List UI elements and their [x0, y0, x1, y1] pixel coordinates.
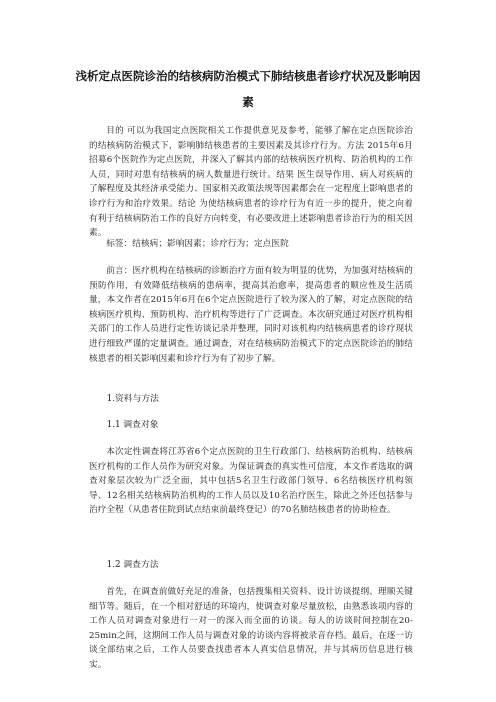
section-1-1-heading: 1.1 调查对象 [106, 420, 159, 430]
section-1-2-paragraph: 首先，在调查前做好充足的准备，包括搜集相关资料、设计访谈提纲、理顺关键细节等。随后，在一个相对舒适的环境内，使调查对象尽量放松，由熟悉该项内容的工作人员对调查对象进行一对一的深入而全面的访谈。每人的访谈时间控制在20-25min之间，这期间工作人员与调查对象的访谈内容将被录音存档。最后，在逐一访谈全部结束之后，工作人员要查找患者本人真实信息情况，并与其病历信息进行核实。 [89, 587, 413, 670]
keywords-line: 标签：结核病；影响因素；诊疗行为；定点医院 [106, 239, 289, 249]
section-1-heading: 1.资料与方法 [106, 394, 159, 404]
section-1-1-paragraph: 本次定性调查将江苏省6个定点医院的卫生行政部门、结核病防治机构、结核病医疗机构的工作人员作为研究对象。为保证调查的真实性可信度，本文作者选取的调查对象层次较为广泛全面，其中包括5名卫生行政部门领导、6名结核医疗机构领导、12名相关结核病防治机构的工作人员以及10名治疗医生，除此之外还包括参与治疗全程（从患者住院到试点结束前最终登记）的70名肺结核患者的协助检查。 [89, 447, 413, 516]
abstract-paragraph: 目的 可以为我国定点医院相关工作提供意见及参考，能够了解在定点医院诊治的结核病防治模式下，影响肺结核患者的主要因素及其诊疗行为。方法 2015年6月招募6个医院作为定点医院，并深入了解其内部的结核病医疗机构、防治机构的工作人员，同时对患有结核病的病人数量进行统计。结果 医生误导作用、病人对疾病的了解程度及其经济承受能力、国家相关政策法规等因素都会在一定程度上影响患者的诊疗行为和治疗效果。结论 为使结核病患者的诊疗行为有近一步的提升，使之向着有利于结核病防治工作的良好方向转变，有必要改进上述影响患者诊治行为的相关因素。 [89, 126, 413, 239]
section-1-2-heading: 1.2 调查方法 [106, 560, 159, 570]
preface-paragraph: 前言：医疗机构在结核病的诊断治疗方面有较为明显的优势，为加强对结核病的预防作用，有效降低结核病的患病率，提高其治愈率，提高患者的顺应性及生活质量，本文作者在2015年6月在6个定点医院进行了较为深入的了解，对定点医院的结核病医疗机构、预防机构、治疗机构等进行了广泛调查。本次研究通过对医疗机构相关部门的工作人员进行定性访谈记录并整理，同时对该机构内结核病患者的诊疗现状进行细致严谨的定量调查。通过调查，对在结核病防治模式下的定点医院诊治的肺结核患者的相关影响因素和诊疗行为有了初步了解。 [89, 266, 413, 364]
document-title: 浅析定点医院诊治的结核病防治模式下肺结核患者诊疗状况及影响因素 [75, 69, 421, 109]
